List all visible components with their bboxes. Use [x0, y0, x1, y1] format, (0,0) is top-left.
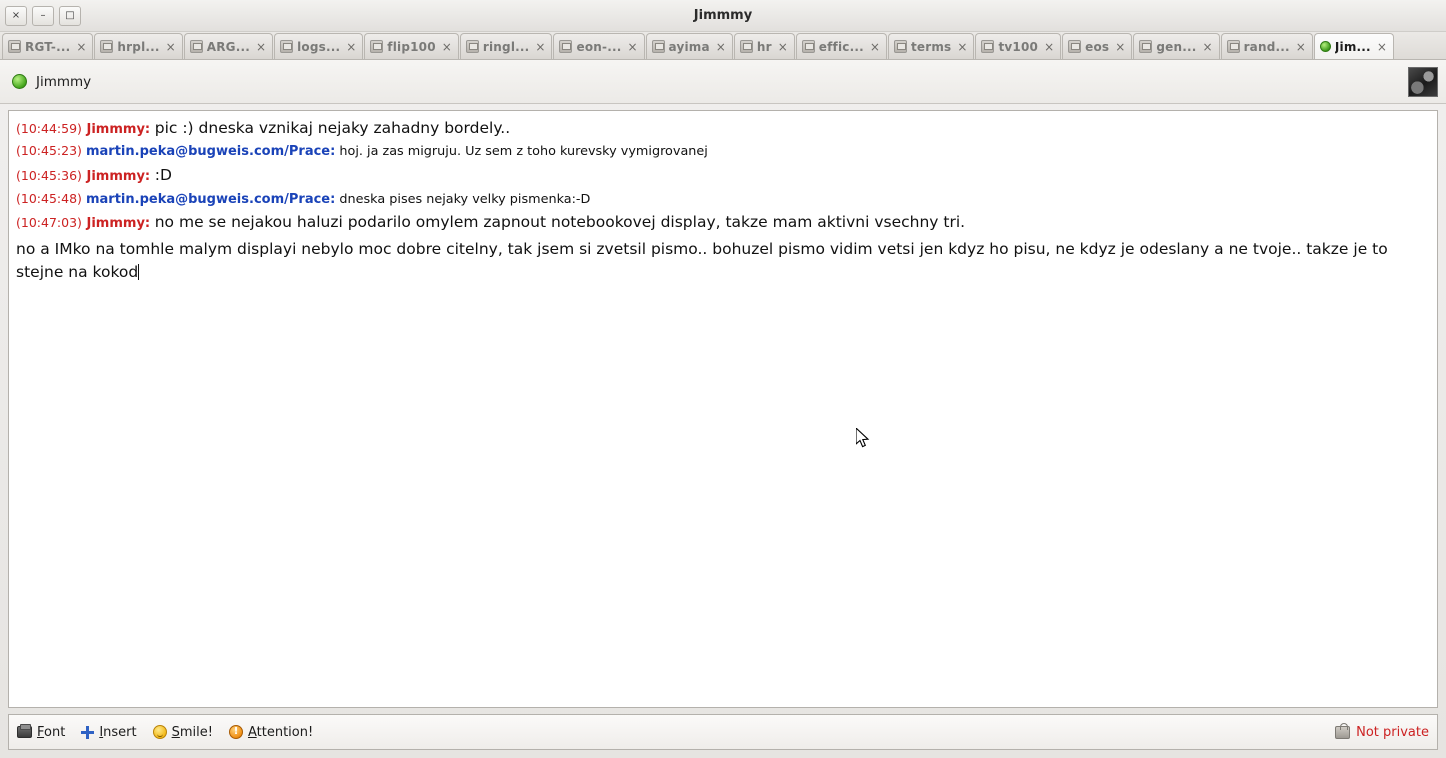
tab-label: flip100 — [387, 39, 436, 54]
plus-icon — [81, 726, 94, 739]
attention-label: Attention! — [247, 724, 314, 740]
tab-label: eos — [1085, 39, 1110, 54]
tab-gen[interactable] — [1133, 33, 1219, 59]
tab-ringl[interactable] — [460, 33, 553, 59]
message-timestamp: (10:45:23) — [16, 143, 82, 159]
smile-label-rest: mile! — [179, 724, 213, 740]
attention-label-rest: ttention! — [256, 724, 314, 740]
app-icon — [740, 40, 753, 53]
message-text: pic :) dneska vznikaj nejaky zahadny bordely.. — [154, 119, 511, 137]
attention-button[interactable] — [229, 725, 313, 740]
tab-close-icon[interactable]: × — [957, 39, 968, 54]
tab-close-icon[interactable]: × — [715, 39, 726, 54]
tab-rgt[interactable] — [2, 33, 93, 59]
tab-rand[interactable] — [1221, 33, 1313, 59]
tab-close-icon[interactable]: × — [1115, 39, 1126, 54]
conversation-header — [0, 60, 1446, 104]
app-icon — [466, 40, 479, 53]
message-sender: Jimmmy: — [86, 122, 151, 137]
tab-label: logs... — [297, 39, 341, 54]
message-text: dneska pises nejaky velky pismenka:-D — [339, 191, 591, 207]
attention-icon: ! — [229, 725, 243, 739]
app-icon — [894, 40, 907, 53]
minimize-icon[interactable]: – — [32, 6, 54, 26]
maximize-icon[interactable]: □ — [59, 6, 81, 26]
insert-button[interactable] — [81, 725, 136, 740]
message-timestamp: (10:44:59) — [16, 121, 82, 136]
title-bar — [0, 0, 1446, 32]
tab-label: Jim... — [1334, 39, 1371, 54]
tab-close-icon[interactable]: × — [627, 39, 638, 54]
tab-tv100[interactable] — [975, 33, 1061, 59]
tab-jim[interactable] — [1314, 33, 1394, 59]
font-icon — [17, 726, 32, 738]
smiley-icon — [153, 725, 167, 739]
message-timestamp: (10:45:48) — [16, 190, 82, 206]
tab-close-icon[interactable]: × — [165, 39, 176, 54]
privacy-indicator[interactable] — [1335, 725, 1429, 740]
tab-label: ayima — [668, 39, 710, 54]
message-timestamp: (10:47:03) — [16, 215, 82, 231]
message-row — [16, 163, 1430, 188]
app-icon — [1227, 40, 1240, 53]
tab-hr[interactable] — [734, 33, 795, 59]
formatting-toolbar — [8, 714, 1438, 750]
tab-label: hrpl... — [117, 39, 160, 54]
app-icon — [100, 40, 113, 53]
tab-eos[interactable] — [1062, 33, 1132, 59]
message-input[interactable] — [16, 238, 1430, 285]
tab-close-icon[interactable]: × — [441, 39, 452, 54]
app-icon — [280, 40, 293, 53]
tab-label: rand... — [1243, 39, 1290, 54]
avatar — [1408, 67, 1438, 97]
window-controls — [0, 6, 81, 26]
message-timestamp: (10:45:36) — [16, 168, 82, 184]
conversation-tabs[interactable] — [0, 32, 1446, 60]
app-icon — [8, 40, 21, 53]
lock-icon — [1335, 726, 1350, 739]
tab-label: eon-... — [576, 39, 622, 54]
app-icon — [370, 40, 383, 53]
message-sender: Jimmmy: — [86, 169, 151, 185]
insert-label: Insert — [99, 724, 137, 740]
tab-logs[interactable] — [274, 33, 363, 59]
tab-ayima[interactable] — [646, 33, 733, 59]
smile-button[interactable] — [153, 725, 213, 740]
tab-flip100[interactable] — [364, 33, 459, 59]
tab-label: RGT-... — [25, 39, 71, 54]
message-text: no me se nejakou haluzi podarilo omylem zapnout notebookovej display, takze mam aktivni vsechny tri. — [154, 213, 966, 232]
message-row — [16, 210, 1430, 235]
tab-label: gen... — [1156, 39, 1197, 54]
text-caret — [138, 264, 139, 280]
message-text: :D — [154, 166, 172, 185]
tab-arg[interactable] — [184, 33, 273, 59]
app-icon — [190, 40, 203, 53]
tab-label: effic... — [818, 39, 864, 54]
online-status-icon — [1320, 41, 1331, 52]
tab-close-icon[interactable]: × — [256, 39, 267, 54]
message-row — [16, 141, 1430, 163]
message-row — [16, 189, 1430, 211]
app-icon — [1139, 40, 1152, 53]
smile-label: Smile! — [171, 724, 213, 740]
app-icon — [652, 40, 665, 53]
tab-terms[interactable] — [888, 33, 975, 59]
tab-close-icon[interactable]: × — [346, 39, 357, 54]
font-label: Font — [37, 724, 66, 740]
tab-eon[interactable] — [553, 33, 644, 59]
tab-close-icon[interactable]: × — [1376, 39, 1387, 54]
message-row — [16, 116, 1430, 141]
window-title: Jimmmy — [693, 8, 753, 23]
message-sender: martin.peka@bugweis.com/Prace: — [85, 191, 336, 207]
privacy-label: Not private — [1356, 724, 1429, 740]
chat-area — [0, 104, 1446, 708]
app-icon — [1068, 40, 1081, 53]
tab-label: hr — [756, 39, 772, 54]
message-log[interactable] — [8, 110, 1438, 708]
app-icon — [981, 40, 994, 53]
tab-close-icon[interactable]: × — [76, 39, 87, 54]
tab-label: terms — [910, 39, 952, 54]
tab-label: ringl... — [482, 39, 530, 54]
app-icon — [559, 40, 572, 53]
tab-effic[interactable] — [796, 33, 887, 59]
app-icon — [802, 40, 815, 53]
font-label-rest: ont — [44, 724, 66, 740]
tab-hrpl[interactable] — [94, 33, 182, 59]
message-sender: martin.peka@bugweis.com/Prace: — [85, 144, 336, 160]
tab-close-icon[interactable]: × — [535, 39, 546, 54]
message-sender: Jimmmy: — [86, 216, 151, 232]
close-icon[interactable]: × — [5, 6, 27, 26]
tab-close-icon[interactable]: × — [1202, 39, 1213, 54]
tab-close-icon[interactable]: × — [869, 39, 880, 54]
message-text: hoj. ja zas migruju. Uz sem z toho kurevsky vymigrovanej — [339, 144, 708, 160]
online-status-icon — [12, 74, 27, 89]
contact-name: Jimmmy — [36, 73, 92, 90]
insert-label-rest: nsert — [103, 724, 137, 740]
tab-label: tv100 — [998, 39, 1039, 54]
message-input-text: no a IMko na tomhle malym displayi nebylo moc dobre citelny, tak jsem si zvetsil pismo.. bohuzel pismo vidim vetsi jen kdyz ho pisu, ne kdyz je odeslany a ne tvoje.. takze je to stejne na kokod — [16, 239, 1393, 282]
tab-close-icon[interactable]: × — [1295, 39, 1306, 54]
tab-close-icon[interactable]: × — [1044, 39, 1055, 54]
tab-close-icon[interactable]: × — [777, 39, 788, 54]
tab-label: ARG... — [206, 39, 250, 54]
font-button[interactable] — [17, 725, 65, 740]
